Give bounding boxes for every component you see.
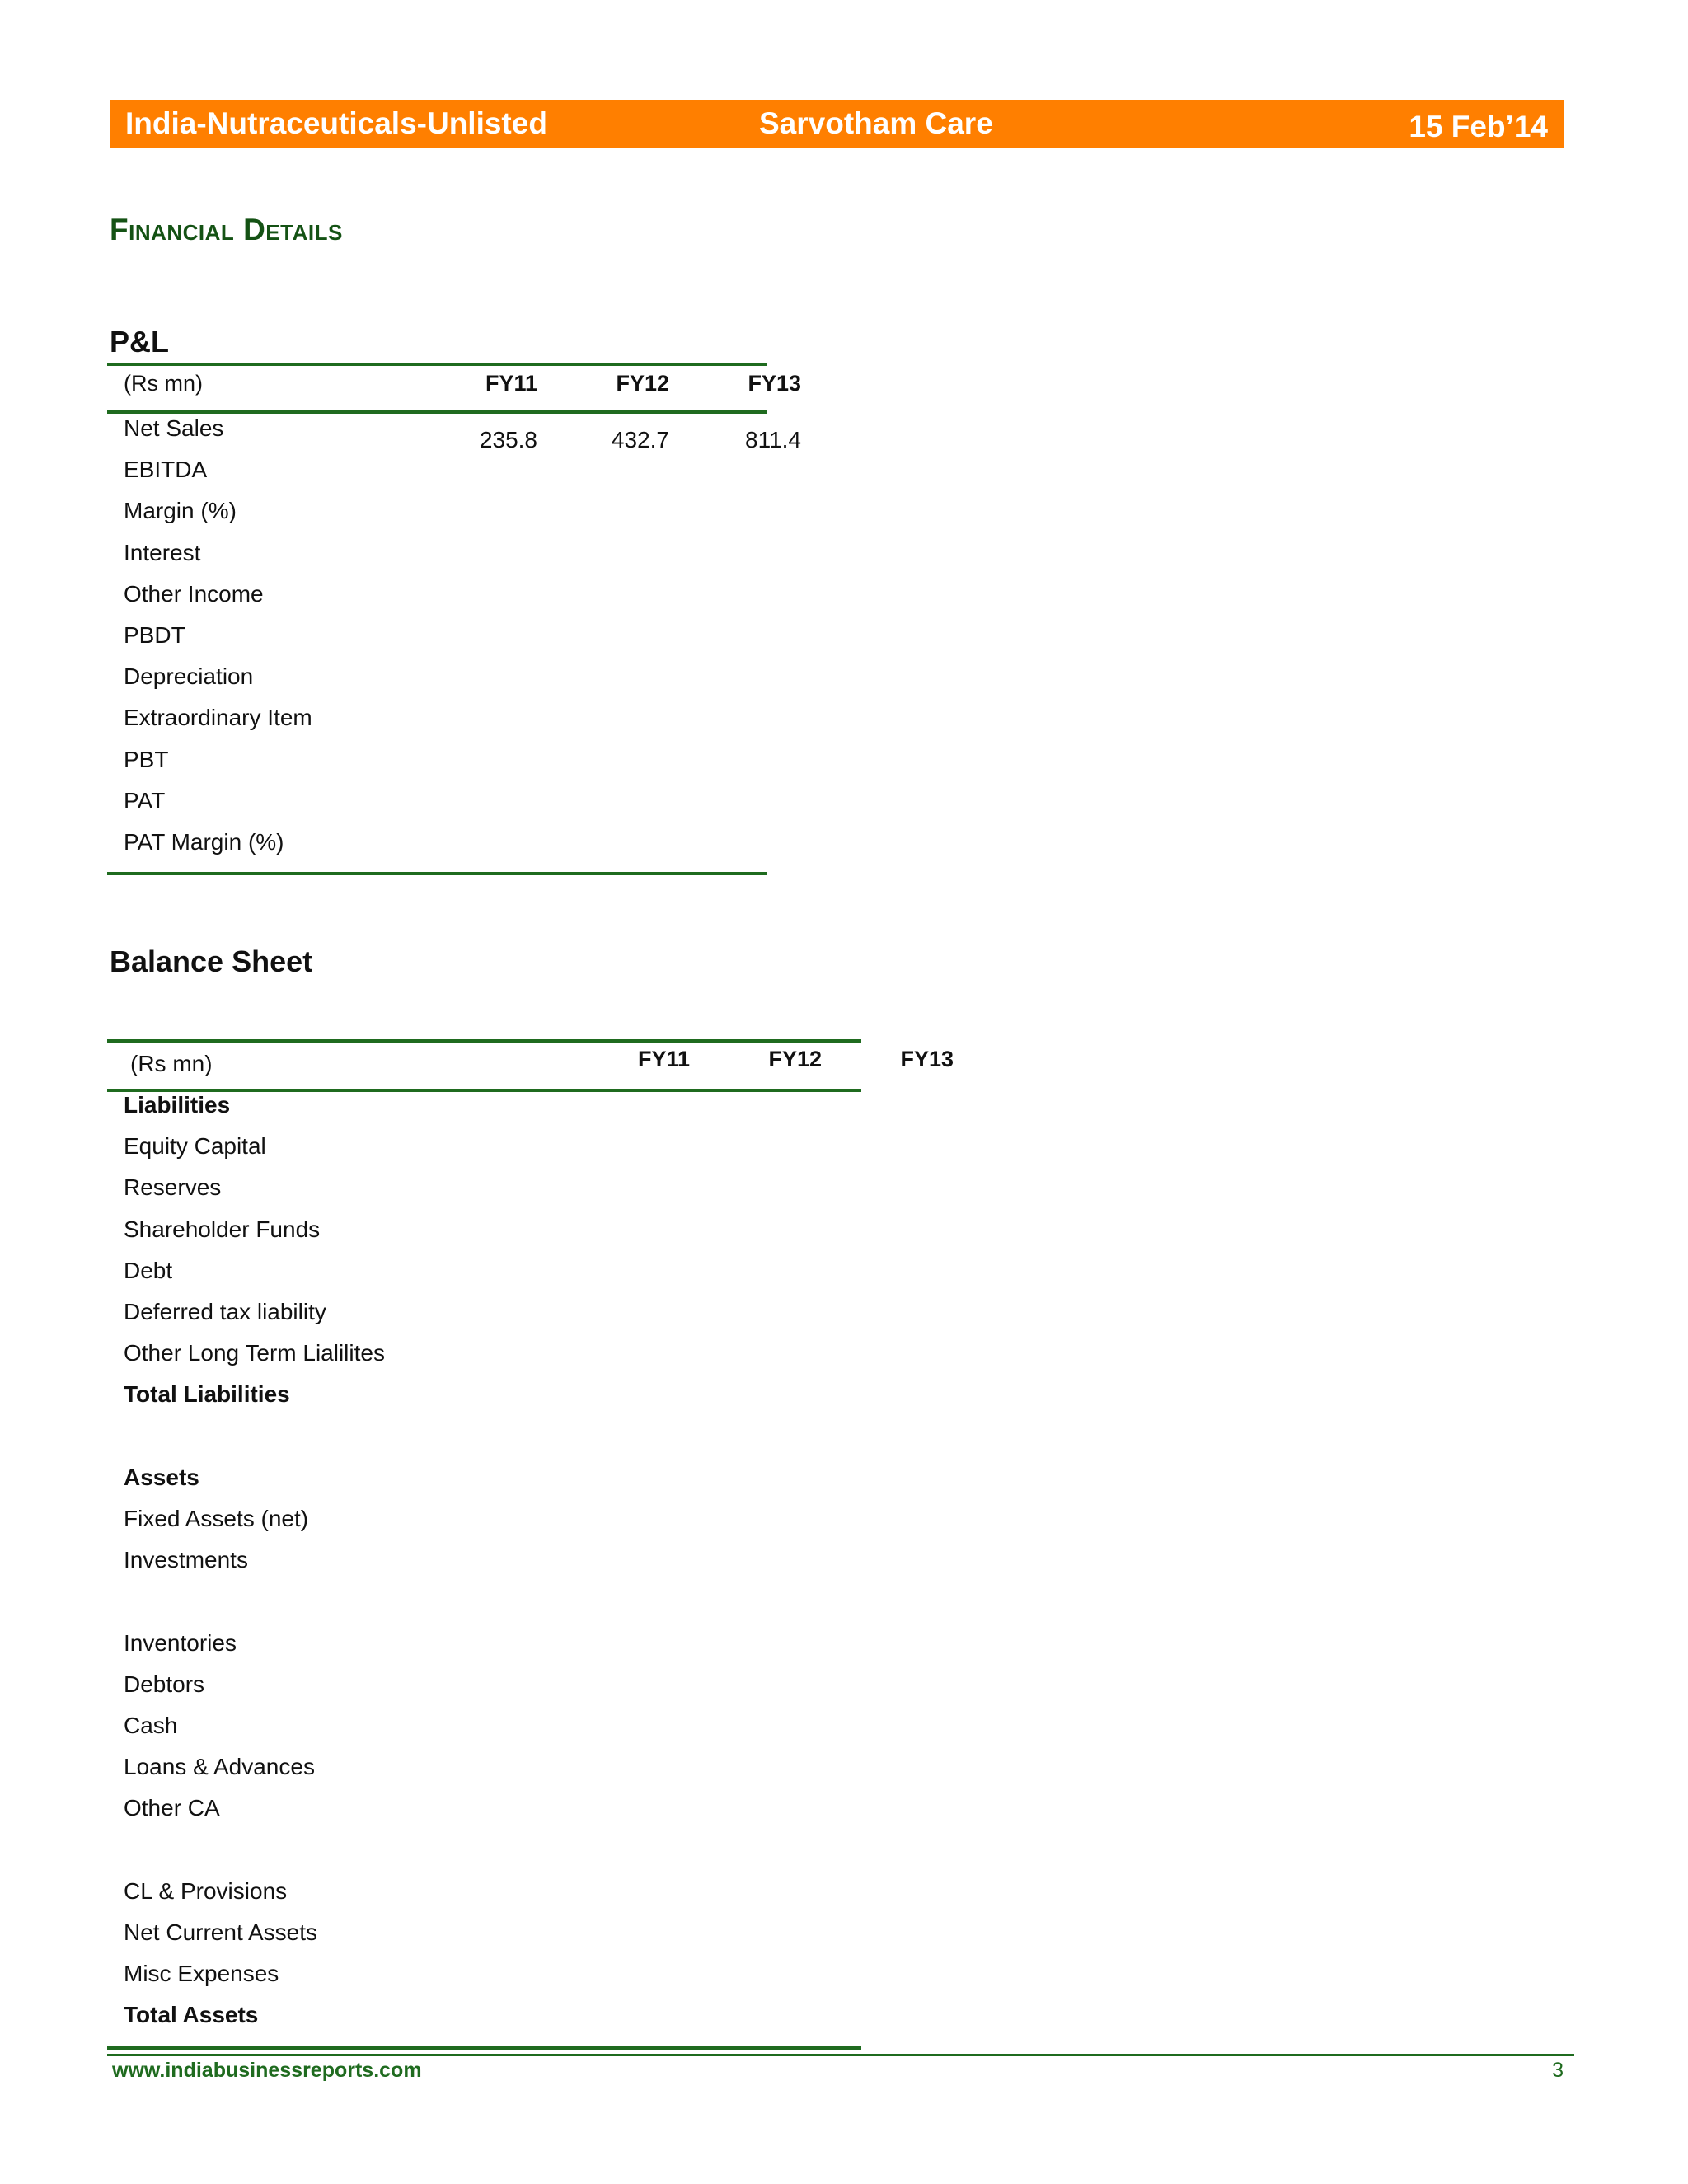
pl-row-label: PAT Margin (%) — [124, 829, 284, 855]
pl-row-label: Interest — [124, 539, 201, 565]
bs-row-label: Debt — [124, 1257, 173, 1283]
pl-header-rule — [107, 410, 767, 414]
bs-row-label: Reserves — [124, 1174, 222, 1201]
bs-row-label: Deferred tax liability — [124, 1299, 326, 1324]
pl-bottom-rule — [107, 872, 767, 875]
bs-row-label: Other Long Term Lialilites — [124, 1340, 385, 1366]
pl-col-fy12: FY12 — [616, 371, 669, 396]
footer-rule — [107, 2054, 1574, 2056]
header-company: Sarvotham Care — [759, 106, 993, 140]
pl-row-label: PAT — [124, 787, 166, 813]
bs-row-label: Equity Capital — [124, 1133, 266, 1160]
bs-row-label: Debtors — [124, 1671, 205, 1697]
bs-row-label: Fixed Assets (net) — [124, 1506, 309, 1531]
page-number: 3 — [1552, 2059, 1564, 2082]
pl-row-value: 432.7 — [611, 427, 669, 452]
footer-website-link[interactable]: www.indiabusinessreports.com — [112, 2059, 422, 2082]
header-category: India-Nutraceuticals-Unlisted — [125, 106, 547, 140]
bs-bottom-rule — [107, 2046, 861, 2050]
pl-row-label: Margin (%) — [124, 498, 237, 524]
header-banner — [110, 100, 1564, 148]
bs-col-fy13: FY13 — [900, 1047, 954, 1071]
bs-row-label: Other CA — [124, 1795, 220, 1821]
bs-row-label: Total Assets — [124, 2002, 259, 2028]
bs-col-fy12: FY12 — [768, 1047, 822, 1071]
page-title: Financial Details — [110, 213, 343, 246]
pl-title: P&L — [110, 325, 169, 359]
pl-row-value: 811.4 — [745, 427, 801, 452]
bs-row-label: Shareholder Funds — [124, 1216, 321, 1242]
bs-row-label: Total Liabilities — [124, 1381, 290, 1408]
bs-row-label: CL & Provisions — [124, 1877, 288, 1904]
pl-row-label: Depreciation — [124, 663, 254, 690]
pl-col-fy13: FY13 — [748, 371, 801, 396]
bs-row-label: Liabilities — [124, 1092, 231, 1118]
pl-unit-header: (Rs mn) — [124, 371, 203, 396]
bs-row-label: Cash — [124, 1713, 178, 1738]
pl-row-label: EBITDA — [124, 457, 208, 483]
pl-row-value: 235.8 — [479, 427, 537, 452]
header-date: 15 Feb’14 — [1409, 110, 1548, 143]
bs-unit-header: (Rs mn) — [130, 1051, 213, 1076]
bs-row-label: Assets — [124, 1464, 199, 1490]
pl-top-rule — [107, 363, 767, 366]
bs-row-label: Misc Expenses — [124, 1961, 279, 1987]
bs-row-label: Inventories — [124, 1629, 237, 1656]
pl-row-label: Extraordinary Item — [124, 705, 312, 731]
bs-title: Balance Sheet — [110, 944, 313, 978]
bs-row-label: Investments — [124, 1547, 248, 1573]
bs-col-fy11: FY11 — [637, 1047, 690, 1071]
pl-row-label: PBDT — [124, 622, 185, 648]
pl-row-label: PBT — [124, 746, 169, 772]
pl-col-fy11: FY11 — [485, 371, 537, 396]
bs-row-label: Loans & Advances — [124, 1754, 315, 1780]
bs-table — [107, 1039, 954, 2050]
pl-row-label: Other Income — [124, 580, 264, 607]
bs-row-label: Net Current Assets — [124, 1919, 317, 1945]
bs-top-rule — [107, 1039, 861, 1043]
pl-table — [107, 363, 801, 875]
pl-row-label: Net Sales — [124, 415, 224, 441]
